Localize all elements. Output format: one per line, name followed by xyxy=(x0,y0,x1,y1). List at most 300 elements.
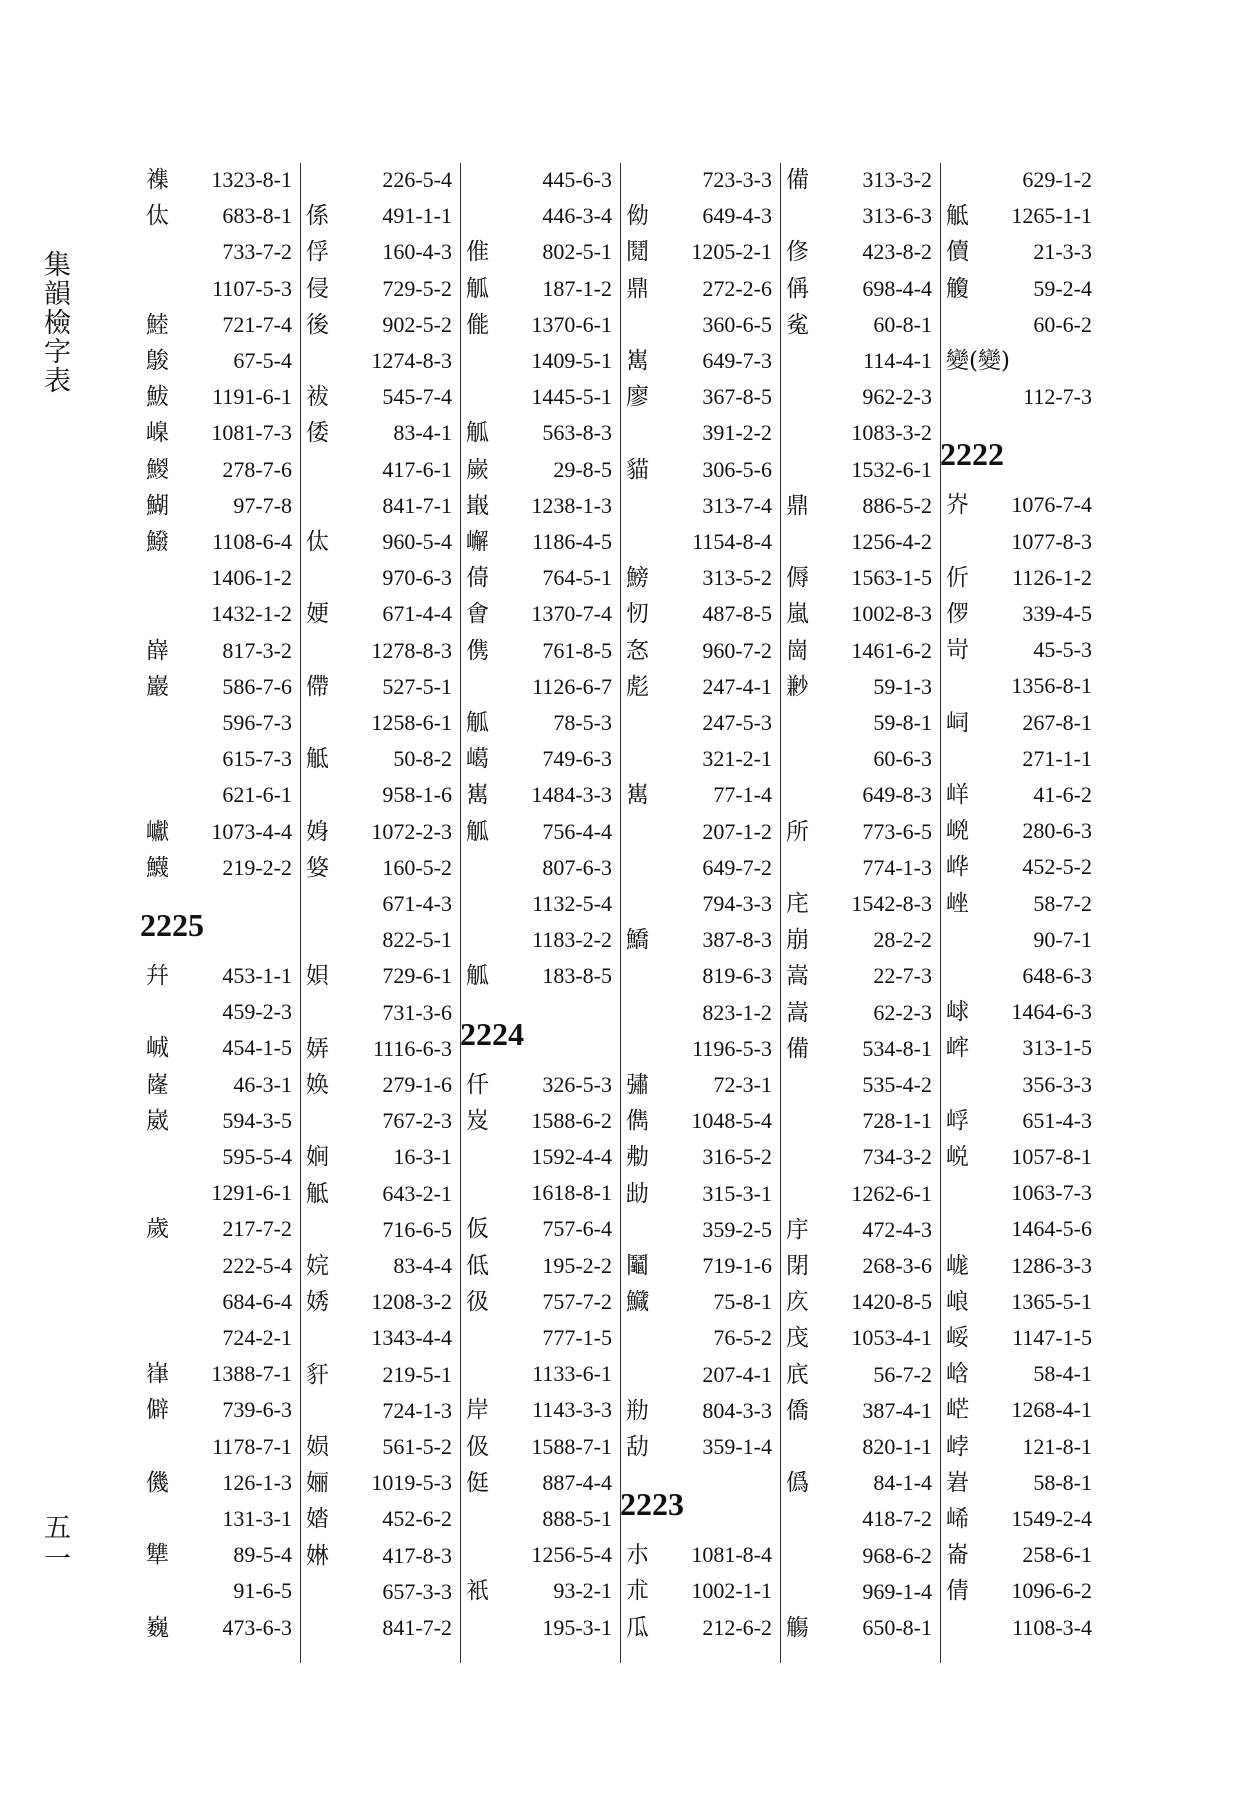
index-entry xyxy=(940,1574,1100,1608)
entry-reference: 58-4-1 xyxy=(1033,1361,1092,1387)
entry-character: 崴 xyxy=(146,1107,169,1134)
entry-character: 儁 xyxy=(626,1108,649,1135)
index-entry xyxy=(300,778,460,812)
entry-character: 㡱 xyxy=(786,1289,809,1316)
entry-reference: 698-4-4 xyxy=(862,275,932,301)
index-entry xyxy=(300,923,460,957)
index-entry xyxy=(300,1321,460,1355)
entry-character: 鱴 xyxy=(146,854,169,881)
entry-reference: 817-3-2 xyxy=(222,637,292,663)
index-entry xyxy=(140,344,300,378)
index-entry xyxy=(780,1068,940,1102)
index-entry xyxy=(780,742,940,776)
section-heading: 2225 xyxy=(140,907,204,943)
entry-character: 㟒 xyxy=(946,1469,969,1496)
entry-reference: 962-2-3 xyxy=(862,384,932,410)
index-entry xyxy=(780,1430,940,1464)
entry-reference: 756-4-4 xyxy=(542,818,612,844)
entry-reference: 902-5-2 xyxy=(382,311,452,337)
entry-reference: 1262-6-1 xyxy=(851,1180,932,1206)
index-entry xyxy=(620,344,780,378)
entry-reference: 62-2-3 xyxy=(873,999,932,1025)
entry-reference: 219-2-2 xyxy=(222,854,292,880)
entry-reference: 59-2-4 xyxy=(1033,275,1092,301)
entry-reference: 767-2-3 xyxy=(382,1108,452,1134)
entry-character: 倠 xyxy=(466,239,489,266)
index-entry xyxy=(780,634,940,668)
entry-reference: 247-5-3 xyxy=(702,710,772,735)
entry-character: 彪 xyxy=(626,673,649,700)
entry-character: 峸 xyxy=(146,1035,169,1062)
entry-character: 嵲 xyxy=(146,420,169,447)
entry-reference: 1116-6-3 xyxy=(372,1035,452,1061)
entry-character: 㑺 xyxy=(466,637,489,664)
index-entry xyxy=(140,1031,300,1065)
index-entry xyxy=(780,1611,940,1645)
index-entry xyxy=(620,1068,780,1102)
entry-reference: 841-7-2 xyxy=(382,1615,452,1640)
index-entry xyxy=(300,1430,460,1464)
entry-reference: 59-8-1 xyxy=(873,710,932,735)
index-entry xyxy=(300,1611,460,1645)
entry-character: 後 xyxy=(306,311,329,338)
index-entry xyxy=(460,959,620,993)
entry-reference: 1019-5-3 xyxy=(371,1470,452,1496)
entry-character: 㣽 xyxy=(626,637,649,664)
entry-character: 㛠 xyxy=(306,1144,329,1171)
entry-reference: 446-3-4 xyxy=(542,203,612,229)
entry-character: 偁 xyxy=(786,275,809,302)
index-entry xyxy=(780,706,940,740)
entry-character: 㛛 xyxy=(306,818,329,845)
entry-reference: 473-6-3 xyxy=(222,1614,292,1640)
index-entry xyxy=(620,1611,780,1645)
index-entry xyxy=(620,887,780,921)
entry-character: 㟆 xyxy=(946,854,969,881)
entry-character: 崗 xyxy=(786,637,809,664)
index-entry xyxy=(620,634,780,668)
index-entry xyxy=(620,1104,780,1138)
entry-reference: 247-4-1 xyxy=(702,673,772,699)
index-entry xyxy=(780,561,940,595)
entry-reference: 1133-6-1 xyxy=(532,1361,612,1387)
entry-reference: 649-7-3 xyxy=(702,348,772,373)
entry-character: 伋 xyxy=(466,1433,489,1460)
entry-reference: 75-8-1 xyxy=(713,1289,772,1315)
entry-reference: 1464-5-6 xyxy=(1011,1216,1092,1242)
index-entry xyxy=(780,308,940,342)
index-entry xyxy=(620,1574,780,1608)
entry-character: 㡰 xyxy=(786,1216,809,1243)
entry-reference: 1592-4-4 xyxy=(531,1144,612,1169)
index-entry xyxy=(940,1104,1100,1138)
entry-reference: 1081-8-4 xyxy=(691,1542,772,1568)
index-column xyxy=(620,163,781,1663)
index-entry xyxy=(620,670,780,704)
entry-character: 㑀 xyxy=(306,529,329,555)
entry-reference: 841-7-1 xyxy=(382,492,452,518)
index-entry xyxy=(780,1032,940,1066)
entry-reference: 387-4-1 xyxy=(862,1397,932,1423)
entry-reference: 1365-5-1 xyxy=(1011,1288,1092,1314)
entry-character: 倩 xyxy=(946,1578,969,1605)
entry-character: 備 xyxy=(786,1035,809,1062)
entry-reference: 417-8-3 xyxy=(382,1542,452,1568)
entry-reference: 316-5-2 xyxy=(702,1144,772,1170)
entry-character: 㟃 xyxy=(946,709,969,736)
index-entry xyxy=(460,1357,620,1391)
entry-reference: 90-7-1 xyxy=(1033,926,1092,952)
entry-character: 僑 xyxy=(786,1397,809,1424)
entry-character: 鬮 xyxy=(626,1253,649,1279)
entry-reference: 84-1-4 xyxy=(873,1470,932,1496)
entry-reference: 1256-4-2 xyxy=(851,529,932,554)
index-entry xyxy=(780,670,940,704)
entry-character: 鱎 xyxy=(626,927,649,954)
index-entry xyxy=(780,1394,940,1428)
entry-character: 朮 xyxy=(626,1578,649,1605)
index-entry xyxy=(140,1466,300,1500)
entry-reference: 534-8-1 xyxy=(862,1035,932,1061)
index-entry xyxy=(620,416,780,450)
index-entry xyxy=(940,380,1100,414)
entry-character: 㔘 xyxy=(626,1180,649,1207)
entry-character: 鮁 xyxy=(146,384,169,411)
entry-character: 㛥 xyxy=(306,1506,329,1533)
entry-character: 㣼 xyxy=(626,601,649,628)
index-entry xyxy=(940,1140,1100,1174)
entry-character: 侵 xyxy=(306,275,329,302)
entry-reference: 418-7-2 xyxy=(862,1506,932,1532)
index-entry xyxy=(300,1032,460,1066)
entry-reference: 1208-3-2 xyxy=(371,1289,452,1315)
entry-character: 嶲 xyxy=(626,348,649,374)
entry-character: 鱵 xyxy=(626,1289,649,1316)
entry-reference: 454-1-5 xyxy=(222,1035,292,1061)
entry-character: 崩 xyxy=(786,927,809,954)
entry-reference: 648-6-3 xyxy=(1022,963,1092,988)
index-entry xyxy=(780,1177,940,1211)
index-entry xyxy=(300,489,460,523)
index-entry xyxy=(620,1321,780,1355)
entry-character: 㟈 xyxy=(946,999,969,1026)
index-entry xyxy=(620,1358,780,1392)
index-entry xyxy=(940,272,1100,306)
entry-reference: 1238-1-3 xyxy=(531,492,612,518)
entry-character: 㛢 xyxy=(306,1289,329,1316)
index-entry xyxy=(300,163,460,197)
entry-reference: 50-8-2 xyxy=(393,746,452,772)
index-entry xyxy=(780,1321,940,1355)
entry-reference: 719-1-6 xyxy=(702,1253,772,1278)
index-entry xyxy=(140,1321,300,1355)
index-entry xyxy=(300,706,460,740)
index-entry xyxy=(460,1068,620,1102)
entry-reference: 60-6-3 xyxy=(873,746,932,772)
entry-reference: 1126-6-7 xyxy=(532,673,612,699)
index-entry xyxy=(940,597,1100,631)
index-entry xyxy=(940,887,1100,921)
entry-reference: 83-4-4 xyxy=(393,1253,452,1278)
entry-reference: 1370-6-1 xyxy=(531,311,612,337)
entry-reference: 739-6-3 xyxy=(222,1397,292,1423)
entry-reference: 1108-3-4 xyxy=(1012,1614,1092,1640)
index-entry xyxy=(940,959,1100,993)
entry-reference: 445-6-3 xyxy=(542,167,612,192)
index-entry xyxy=(140,561,300,595)
index-entry xyxy=(940,778,1100,812)
entry-character: 嶱 xyxy=(466,746,489,773)
entry-reference: 1002-8-3 xyxy=(851,601,932,627)
entry-reference: 887-4-4 xyxy=(542,1469,612,1495)
index-entry xyxy=(620,1285,780,1319)
index-entry xyxy=(300,597,460,631)
index-entry xyxy=(140,525,300,559)
entry-character: 鯥 xyxy=(146,311,169,338)
index-entry xyxy=(620,597,780,631)
index-column xyxy=(300,163,461,1663)
index-entry xyxy=(140,1357,300,1391)
index-entry xyxy=(940,1357,1100,1391)
entry-character: 變(變) xyxy=(946,348,1010,374)
index-entry xyxy=(460,561,620,595)
entry-character: 岌 xyxy=(466,1107,489,1134)
entry-character: 幷 xyxy=(146,963,169,989)
index-entry xyxy=(780,597,940,631)
entry-reference: 1053-4-1 xyxy=(851,1325,932,1351)
entry-reference: 41-6-2 xyxy=(1033,782,1092,807)
index-entry xyxy=(300,1539,460,1573)
index-entry xyxy=(940,1249,1100,1283)
index-entry xyxy=(300,1394,460,1428)
index-entry xyxy=(460,815,620,849)
index-entry xyxy=(460,778,620,812)
entry-character: 歲 xyxy=(146,1216,169,1243)
index-entry xyxy=(940,199,1100,233)
index-entry xyxy=(780,1249,940,1283)
index-entry xyxy=(460,706,620,740)
entry-character: 巍 xyxy=(146,1614,169,1641)
entry-character: 㝹 xyxy=(786,311,809,338)
entry-character: 㟅 xyxy=(946,818,969,845)
entry-character: 備 xyxy=(786,167,809,193)
entry-character: 㡯 xyxy=(786,891,809,917)
index-entry xyxy=(940,706,1100,740)
entry-reference: 1258-6-1 xyxy=(371,710,452,735)
index-entry xyxy=(620,996,780,1030)
entry-reference: 802-5-1 xyxy=(542,239,612,265)
entry-character: 嶯 xyxy=(466,492,489,519)
index-entry xyxy=(780,1466,940,1500)
entry-reference: 819-6-3 xyxy=(702,963,772,989)
index-entry xyxy=(940,1212,1100,1246)
entry-reference: 1081-7-3 xyxy=(211,420,292,446)
entry-reference: 112-7-3 xyxy=(1023,384,1092,410)
entry-reference: 777-1-5 xyxy=(542,1325,612,1350)
entry-reference: 271-1-1 xyxy=(1022,745,1092,771)
entry-reference: 359-2-5 xyxy=(702,1216,772,1242)
entry-reference: 1291-6-1 xyxy=(211,1180,292,1206)
entry-reference: 21-3-3 xyxy=(1033,239,1092,265)
entry-character: 㟌 xyxy=(946,1252,969,1279)
index-entry xyxy=(620,742,780,776)
index-entry xyxy=(300,742,460,776)
entry-reference: 160-4-3 xyxy=(382,239,452,265)
entry-character: 㡲 xyxy=(786,1325,809,1352)
entry-reference: 535-4-2 xyxy=(862,1072,932,1097)
entry-character: 嶭 xyxy=(146,637,169,664)
entry-character: 㑷 xyxy=(466,311,489,338)
entry-reference: 114-4-1 xyxy=(863,348,932,373)
index-entry xyxy=(300,525,460,559)
entry-reference: 586-7-6 xyxy=(222,673,292,699)
entry-reference: 60-8-1 xyxy=(873,311,932,337)
entry-reference: 313-1-5 xyxy=(1022,1035,1092,1061)
entry-reference: 728-1-1 xyxy=(862,1108,932,1134)
entry-reference: 313-5-2 xyxy=(702,565,772,591)
entry-reference: 222-5-4 xyxy=(222,1252,292,1278)
entry-reference: 226-5-4 xyxy=(382,167,452,192)
entry-reference: 78-5-3 xyxy=(553,710,612,735)
index-entry xyxy=(460,1430,620,1464)
index-entry xyxy=(620,561,780,595)
entry-character: 㟉 xyxy=(946,1035,969,1062)
entry-character: 觚 xyxy=(466,275,489,302)
index-entry xyxy=(780,525,940,559)
entry-reference: 969-1-4 xyxy=(862,1578,932,1604)
entry-reference: 684-6-4 xyxy=(222,1288,292,1314)
index-entry xyxy=(460,1466,620,1500)
entry-reference: 724-1-3 xyxy=(382,1397,452,1423)
index-entry xyxy=(300,1177,460,1211)
index-entry xyxy=(620,815,780,849)
index-entry xyxy=(140,670,300,704)
entry-character: 閉 xyxy=(786,1253,809,1279)
entry-character: 㛜 xyxy=(306,854,329,881)
entry-reference: 91-6-5 xyxy=(233,1578,292,1604)
entry-reference: 306-5-6 xyxy=(702,456,772,482)
entry-character: 㟏 xyxy=(946,1361,969,1388)
entry-reference: 671-4-4 xyxy=(382,601,452,627)
entry-reference: 527-5-1 xyxy=(382,673,452,699)
entry-reference: 459-2-3 xyxy=(222,999,292,1025)
entry-character: 㟑 xyxy=(946,1433,969,1460)
entry-reference: 761-8-5 xyxy=(542,637,612,663)
entry-character: 巘 xyxy=(146,818,169,845)
entry-character: 仟 xyxy=(466,1071,489,1098)
entry-character: 㟇 xyxy=(946,890,969,917)
index-entry xyxy=(780,163,940,197)
entry-reference: 268-3-6 xyxy=(862,1253,932,1278)
entry-reference: 643-2-1 xyxy=(382,1180,452,1206)
entry-reference: 1073-4-4 xyxy=(211,818,292,844)
entry-character: 岕 xyxy=(946,492,969,519)
entry-reference: 1343-4-4 xyxy=(371,1325,452,1351)
entry-character: 㔗 xyxy=(626,1144,649,1171)
index-entry xyxy=(780,1502,940,1536)
index-entry xyxy=(780,416,940,450)
entry-reference: 716-6-5 xyxy=(382,1216,452,1242)
entry-reference: 217-7-2 xyxy=(222,1216,292,1242)
index-entry xyxy=(460,634,620,668)
entry-character: 廖 xyxy=(626,384,649,411)
index-entry xyxy=(300,815,460,849)
index-entry xyxy=(780,344,940,378)
index-entry xyxy=(140,163,300,197)
index-entry xyxy=(140,1502,300,1536)
index-entry xyxy=(140,1430,300,1464)
entry-character: 傉 xyxy=(786,565,809,592)
index-entry xyxy=(780,996,940,1030)
index-entry xyxy=(140,416,300,450)
index-entry xyxy=(300,1213,460,1247)
entry-character: 豻 xyxy=(306,1361,329,1388)
entry-reference: 721-7-4 xyxy=(222,311,292,337)
entry-character: 鰗 xyxy=(146,492,169,519)
entry-reference: 1072-2-3 xyxy=(371,818,452,844)
index-entry xyxy=(460,1611,620,1645)
index-entry xyxy=(620,1213,780,1247)
entry-character: 鬩 xyxy=(626,239,649,266)
index-entry xyxy=(300,308,460,342)
entry-reference: 1484-3-3 xyxy=(531,782,612,808)
index-entry xyxy=(780,815,940,849)
entry-reference: 359-1-4 xyxy=(702,1434,772,1459)
index-entry xyxy=(940,742,1100,776)
entry-character: 觚 xyxy=(466,818,489,845)
index-entry xyxy=(460,199,620,233)
entry-reference: 1268-4-1 xyxy=(1011,1397,1092,1423)
entry-character: 㛝 xyxy=(306,963,329,990)
entry-character: 僞 xyxy=(786,1470,809,1497)
entry-reference: 46-3-1 xyxy=(233,1071,292,1097)
entry-character: 所 xyxy=(786,818,809,845)
index-entry xyxy=(460,1321,620,1355)
entry-reference: 267-8-1 xyxy=(1022,709,1092,735)
entry-reference: 733-7-2 xyxy=(222,239,292,265)
index-entry xyxy=(940,1031,1100,1065)
entry-reference: 1143-3-3 xyxy=(532,1397,612,1423)
entry-reference: 757-6-4 xyxy=(542,1216,612,1242)
index-entry xyxy=(460,489,620,523)
index-entry xyxy=(620,308,780,342)
entry-reference: 563-8-3 xyxy=(542,420,612,446)
entry-reference: 757-7-2 xyxy=(542,1288,612,1314)
entry-character: 衹 xyxy=(466,1578,489,1605)
index-entry xyxy=(620,272,780,306)
index-entry xyxy=(460,1140,620,1174)
index-entry xyxy=(300,1068,460,1102)
index-entry xyxy=(940,344,1100,378)
section-heading: 2222 xyxy=(940,436,1004,473)
index-entry xyxy=(460,1502,620,1536)
page-number: 五一 xyxy=(39,1513,70,1575)
entry-reference: 886-5-2 xyxy=(862,492,932,518)
entry-reference: 820-1-1 xyxy=(862,1434,932,1459)
entry-character: 低 xyxy=(466,1252,489,1279)
entry-character: 僻 xyxy=(146,1397,169,1424)
entry-character: 觼 xyxy=(946,275,969,302)
entry-reference: 29-8-5 xyxy=(553,456,612,482)
entry-character: 㛟 xyxy=(306,1072,329,1098)
index-entry xyxy=(300,1140,460,1174)
entry-character: 觝 xyxy=(306,1180,329,1207)
entry-reference: 1076-7-4 xyxy=(1011,492,1092,518)
index-entry xyxy=(940,1068,1100,1102)
index-entry xyxy=(780,272,940,306)
entry-reference: 28-2-2 xyxy=(873,927,932,953)
index-entry xyxy=(140,706,300,740)
